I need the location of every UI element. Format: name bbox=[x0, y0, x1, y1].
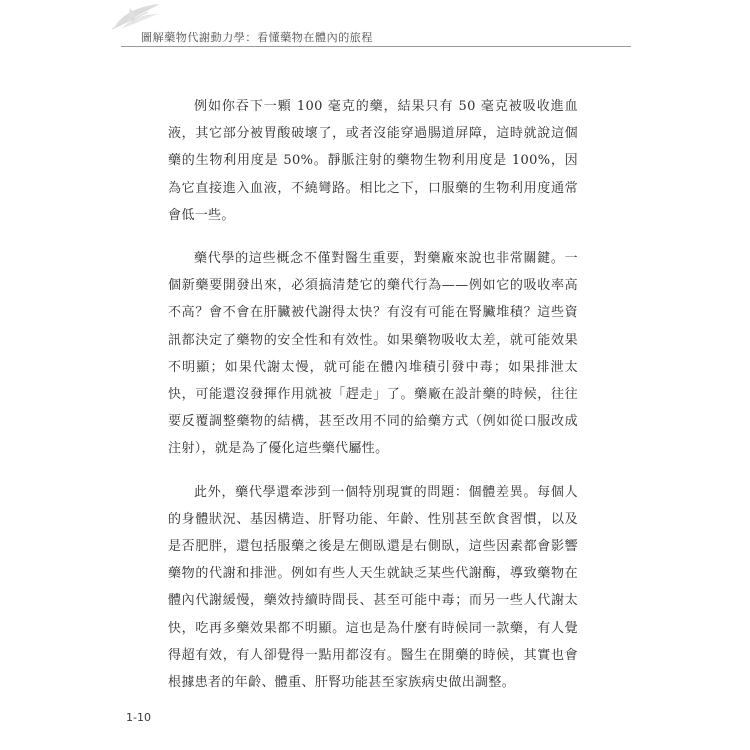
paragraph-individual-differences: 此外，藥代學還牽涉到一個特別現實的問題：個體差異。每個人的身體狀況、基因構造、肝腎功能、年齡、性別甚至飲食習慣，以及是否肥胖，還包括服藥之後是左側臥還是右側臥，這些因素都會影響藥物的代謝和排泄。例如有些人天生就缺乏某些代謝酶，導致藥物在體內代謝緩慢，藥效持續時間長、甚至可能中毒；而另一些人代謝太快，吃再多藥效果都不明顯。這也是為什麼有時候同一款藥，有人覺得超有效，有人卻覺得一點用都沒有。醫生在開藥的時候，其實也會根據患者的年齡、體重、肝腎功能甚至家族病史做出調整。 bbox=[168, 484, 578, 691]
paragraph-drug-development: 藥代學的這些概念不僅對醫生重要，對藥廠來說也非常關鍵。一個新藥要開發出來，必須搞清楚它的藥代行為——例如它的吸收率高不高？會不會在肝臟被代謝得太快？有沒有可能在腎臟堆積？這些資訊都決定了藥物的安全性和有效性。如果藥物吸收太差，就可能效果不明顯；如果代謝太慢，就可能在體內堆積引發中毒；如果排泄太快，可能還沒發揮作用就被「趕走」了。藥廠在設計藥的時候，往往要反覆調整藥物的結構，甚至改用不同的給藥方式（例如從口服改成注射），就是為了優化這些藥代屬性。 bbox=[168, 251, 578, 457]
header-divider bbox=[121, 46, 631, 47]
running-header-title: 圖解藥物代謝動力學：看懂藥物在體內的旅程 bbox=[141, 31, 373, 44]
paragraph-bioavailability: 例如你吞下一顆 100 毫克的藥，結果只有 50 毫克被吸收進血液，其它部分被胃酸破壞了，或者沒能穿過腸道屏障，這時就說這個藥的生物利用度是 50%。靜脈注射的藥物生物利用度是 100%，因為它直接進入血液，不繞彎路。相比之下，口服藥的生物利用度通常會低一些。 bbox=[168, 99, 578, 223]
leaf-ornament-icon bbox=[108, 2, 168, 30]
body-text bbox=[168, 93, 578, 712]
page-number: 1-10 bbox=[126, 711, 151, 724]
